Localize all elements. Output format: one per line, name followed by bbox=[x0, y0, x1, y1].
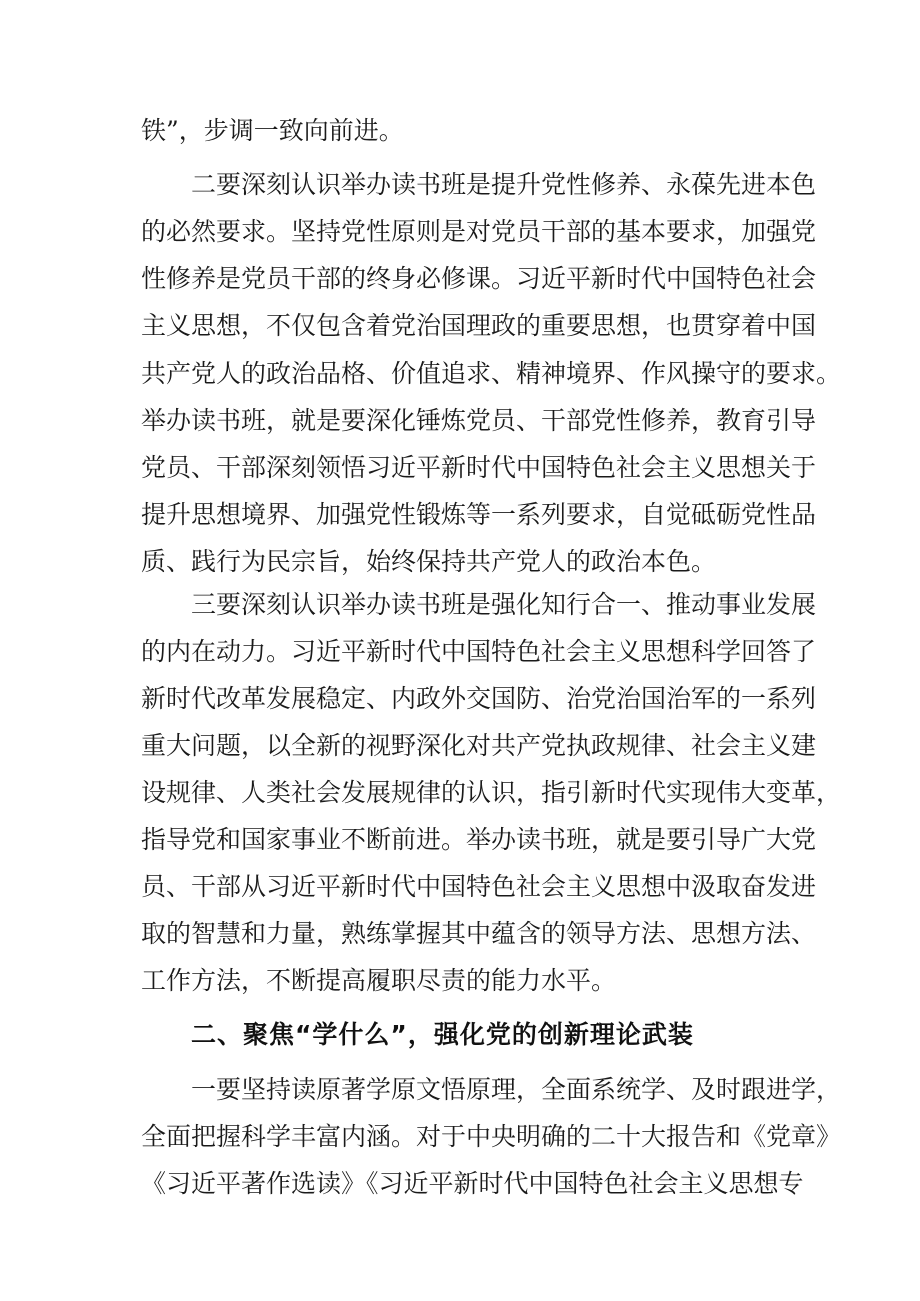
paragraph-line: 指导党和国家事业不断前进。举办读书班，就是要引导广大党 bbox=[141, 825, 817, 854]
paragraph-line: 一要坚持读原著学原文悟原理，全面系统学、及时跟进学， bbox=[191, 1075, 842, 1104]
paragraph-line: 提升思想境界、加强党性锻炼等一系列要求，自觉砥砺党性品 bbox=[141, 500, 817, 529]
paragraph-line: 设规律、人类社会发展规律的认识，指引新时代实现伟大变革， bbox=[141, 778, 842, 807]
paragraph-line: 主义思想，不仅包含着党治国理政的重要思想，也贯穿着中国 bbox=[141, 311, 817, 340]
paragraph-line: 新时代改革发展稳定、内政外交国防、治党治国治军的一系列 bbox=[141, 684, 817, 713]
section-heading: 二、聚焦“学什么”，强化党的创新理论武装 bbox=[191, 1020, 694, 1049]
paragraph-line: 共产党人的政治品格、价值追求、精神境界、作风操守的要求。 bbox=[141, 359, 842, 388]
paragraph-line: 工作方法，不断提高履职尽责的能力水平。 bbox=[141, 966, 617, 995]
paragraph-line: 二要深刻认识举办读书班是提升党性修养、永葆先进本色 bbox=[191, 170, 817, 199]
paragraph-line: 《习近平著作选读》《习近平新时代中国特色社会主义思想专 bbox=[141, 1169, 804, 1198]
paragraph-line: 性修养是党员干部的终身必修课。习近平新时代中国特色社会 bbox=[141, 264, 817, 293]
paragraph-line: 全面把握科学丰富内涵。对于中央明确的二十大报告和《党章》 bbox=[141, 1122, 842, 1151]
paragraph-line: 的必然要求。坚持党性原则是对党员干部的基本要求，加强党 bbox=[141, 217, 817, 246]
paragraph-line: 党员、干部深刻领悟习近平新时代中国特色社会主义思想关于 bbox=[141, 453, 817, 482]
paragraph-line: 取的智慧和力量，熟练掌握其中蕴含的领导方法、思想方法、 bbox=[141, 919, 817, 948]
paragraph-line: 员、干部从习近平新时代中国特色社会主义思想中汲取奋发进 bbox=[141, 872, 817, 901]
paragraph-line: 的内在动力。习近平新时代中国特色社会主义思想科学回答了 bbox=[141, 637, 817, 666]
paragraph-line: 三要深刻认识举办读书班是强化知行合一、推动事业发展 bbox=[191, 590, 817, 619]
paragraph-line: 举办读书班，就是要深化锤炼党员、干部党性修养，教育引导 bbox=[141, 406, 817, 435]
paragraph-line: 质、践行为民宗旨，始终保持共产党人的政治本色。 bbox=[141, 547, 717, 576]
paragraph-line: 铁”，步调一致向前进。 bbox=[141, 116, 404, 145]
paragraph-line: 重大问题，以全新的视野深化对共产党执政规律、社会主义建 bbox=[141, 731, 817, 760]
